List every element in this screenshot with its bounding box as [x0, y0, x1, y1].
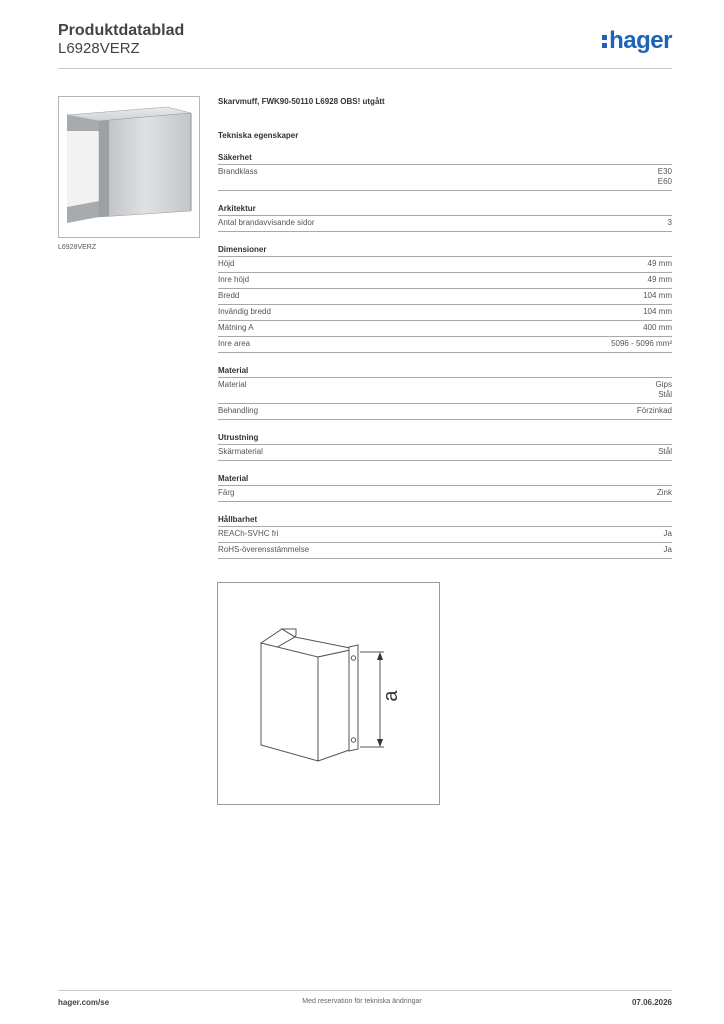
spec-value-line: Ja [663, 529, 672, 538]
spec-row [218, 257, 672, 273]
spec-group [218, 204, 672, 232]
footer-date: 07.06.2026 [631, 998, 672, 1007]
spec-group-title: Material [218, 474, 672, 486]
spec-value [648, 275, 672, 285]
spec-label: Invändig bredd [218, 307, 271, 316]
spec-groups [218, 153, 672, 559]
spec-group [218, 515, 672, 559]
spec-value [611, 339, 672, 349]
product-code: L6928VERZ [58, 40, 140, 57]
spec-group-title: Arkitektur [218, 204, 672, 216]
spec-row [218, 378, 672, 404]
hager-logo[interactable] [602, 28, 672, 54]
spec-group-title: Hållbarhet [218, 515, 672, 527]
spec-group [218, 366, 672, 420]
spec-value-line: 104 mm [643, 307, 672, 316]
spec-label: Mätning A [218, 323, 254, 332]
spec-value [648, 259, 672, 269]
footer-divider [58, 990, 672, 991]
spec-label: Höjd [218, 259, 235, 268]
product-title: Skarvmuff, FWK90-50110 L6928 OBS! utgått [218, 97, 385, 106]
spec-value-line: 3 [667, 218, 672, 227]
spec-value [656, 380, 672, 400]
spec-group-title: Dimensioner [218, 245, 672, 257]
logo-dots-icon [602, 35, 607, 48]
spec-value [643, 307, 672, 317]
spec-label: Inre höjd [218, 275, 250, 284]
footer-disclaimer: Med reservation för tekniska ändringar [302, 998, 422, 1005]
product-photo [58, 96, 200, 238]
spec-row [218, 445, 672, 461]
spec-group-title: Säkerhet [218, 153, 672, 165]
spec-value [658, 167, 672, 187]
spec-row [218, 527, 672, 543]
technical-drawing [217, 582, 440, 805]
spec-value-line: 5096 - 5096 mm² [611, 339, 672, 348]
spec-value [657, 488, 672, 498]
spec-value-line: 104 mm [643, 291, 672, 300]
spec-group [218, 153, 672, 191]
spec-value-line: E30 [657, 167, 672, 176]
spec-row [218, 216, 672, 232]
spec-value [664, 529, 672, 539]
spec-label: REACh-SVHC fri [218, 529, 279, 538]
spec-content [218, 97, 672, 590]
spec-value-line: Ja [663, 545, 672, 554]
spec-value [643, 291, 672, 301]
spec-value-line: Gips [655, 380, 672, 389]
spec-label: Bredd [218, 291, 240, 300]
spec-value [664, 545, 672, 555]
header-divider [58, 68, 672, 69]
spec-row [218, 321, 672, 337]
spec-label: Skärmaterial [218, 447, 263, 456]
dimension-label-a: a [380, 690, 402, 702]
website-link[interactable]: hager.com/se [58, 998, 110, 1007]
spec-row [218, 543, 672, 559]
spec-group [218, 245, 672, 353]
logo-text: hager [609, 27, 672, 54]
spec-value [643, 323, 672, 333]
spec-row [218, 305, 672, 321]
spec-value-line: Förzinkad [636, 406, 672, 415]
spec-label: RoHS-överensstämmelse [218, 545, 310, 554]
spec-row [218, 165, 672, 191]
spec-value-line: Zink [656, 488, 672, 497]
tech-heading: Tekniska egenskaper [218, 131, 299, 140]
spec-group-title: Utrustning [218, 433, 672, 445]
photo-caption: L6928VERZ [58, 244, 97, 251]
spec-row [218, 486, 672, 502]
spec-group [218, 433, 672, 461]
spec-label: Antal brandavvisande sidor [218, 218, 315, 227]
spec-group-title: Material [218, 366, 672, 378]
spec-value-line: 400 mm [643, 323, 672, 332]
spec-group [218, 474, 672, 502]
spec-label: Inre area [218, 339, 251, 348]
spec-row [218, 337, 672, 353]
spec-label: Material [218, 380, 247, 389]
spec-row [218, 289, 672, 305]
spec-value-line: Stål [658, 447, 672, 456]
spec-label: Behandling [218, 406, 259, 415]
spec-value-line: Stål [658, 390, 672, 399]
document-title: Produktdatablad [58, 22, 185, 39]
spec-label: Färg [218, 488, 235, 497]
spec-row [218, 404, 672, 420]
spec-value [658, 447, 672, 457]
spec-value-line: 49 mm [647, 275, 672, 284]
spec-value [668, 218, 672, 228]
spec-value [637, 406, 672, 416]
spec-row [218, 273, 672, 289]
spec-label: Brandklass [218, 167, 258, 176]
spec-value-line: 49 mm [647, 259, 672, 268]
spec-value-line: E60 [657, 177, 672, 186]
